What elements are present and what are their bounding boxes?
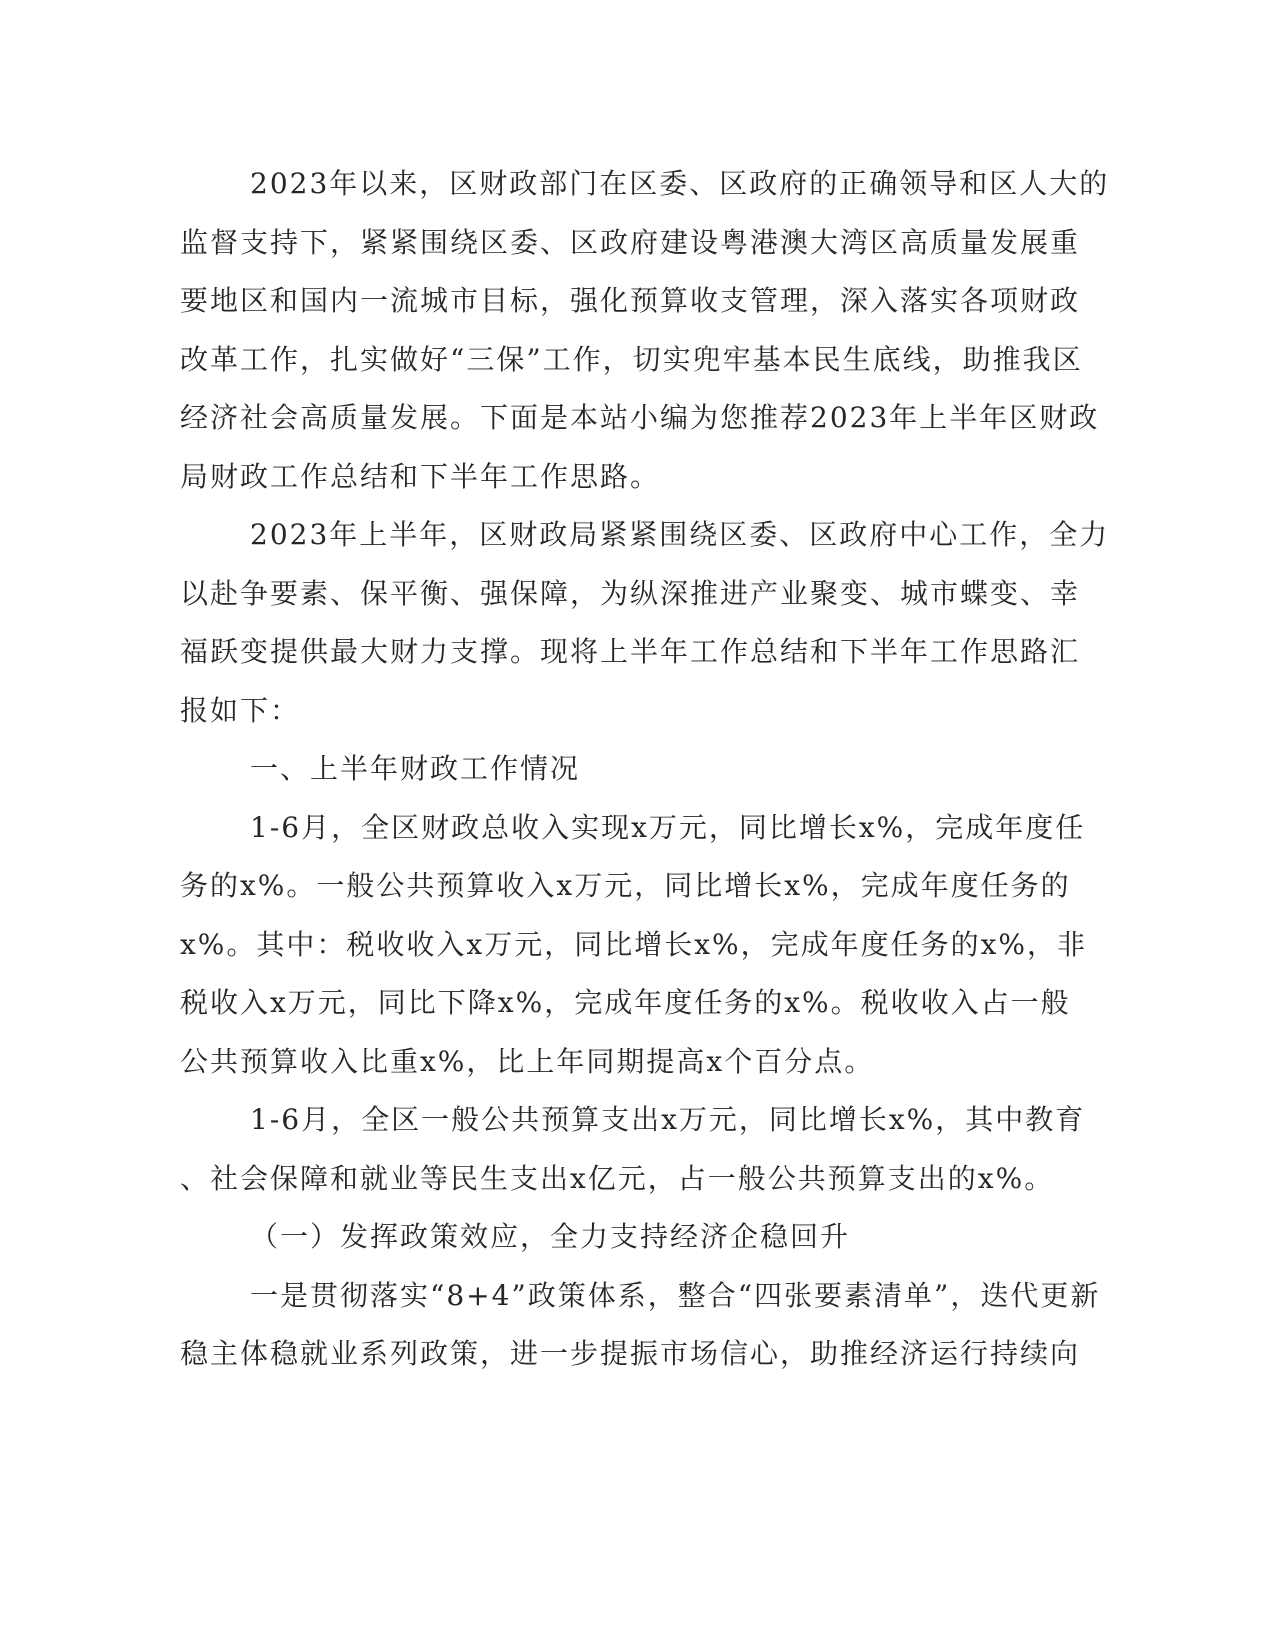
text-line: 报如下： xyxy=(180,693,301,727)
text-line: 务的x%。一般公共预算收入x万元，同比增长x%，完成年度任务的 xyxy=(180,869,1071,902)
text-line: 2023年上半年，区财政局紧紧围绕区委、区政府中心工作，全力 xyxy=(250,518,1110,551)
text-line: 1-6月，全区财政总收入实现x万元，同比增长x%，完成年度任 xyxy=(250,810,1086,844)
text-line: 2023年以来，区财政部门在区委、区政府的正确领导和区人大的 xyxy=(250,167,1110,200)
text-line: 经济社会高质量发展。下面是本站小编为您推荐2023年上半年区财政 xyxy=(180,401,1100,434)
text-line: 税收入x万元，同比下降x%，完成年度任务的x%。税收收入占一般 xyxy=(180,986,1071,1019)
text-line: x%。其中：税收收入x万元，同比增长x%，完成年度任务的x%，非 xyxy=(180,927,1087,961)
document-body xyxy=(180,155,1110,1384)
text-line: 、社会保障和就业等民生支出x亿元，占一般公共预算支出的x%。 xyxy=(180,1161,1055,1195)
text-line: 1-6月，全区一般公共预算支出x万元，同比增长x%，其中教育 xyxy=(250,1103,1086,1136)
text-line: 局财政工作总结和下半年工作思路。 xyxy=(180,459,661,493)
text-line: 要地区和国内一流城市目标，强化预算收支管理，深入落实各项财政 xyxy=(180,284,1081,317)
subsection-heading: （一）发挥政策效应，全力支持经济企稳回升 xyxy=(250,1220,851,1253)
text-line: 一是贯彻落实“8+4”政策体系，整合“四张要素清单”，迭代更新 xyxy=(250,1278,1101,1312)
text-line: 福跃变提供最大财力支撑。现将上半年工作总结和下半年工作思路汇 xyxy=(180,635,1081,668)
text-line: 公共预算收入比重x%，比上年同期提高x个百分点。 xyxy=(180,1044,875,1078)
text-line: 以赴争要素、保平衡、强保障，为纵深推进产业聚变、城市蝶变、幸 xyxy=(180,576,1081,610)
text-line: 稳主体稳就业系列政策，进一步提振市场信心，助推经济运行持续向 xyxy=(180,1337,1081,1370)
text-line: 监督支持下，紧紧围绕区委、区政府建设粤港澳大湾区高质量发展重 xyxy=(180,225,1081,259)
text-line: 改革工作，扎实做好“三保”工作，切实兜牢基本民生底线，助推我区 xyxy=(180,342,1083,376)
section-heading: 一、上半年财政工作情况 xyxy=(250,752,581,785)
